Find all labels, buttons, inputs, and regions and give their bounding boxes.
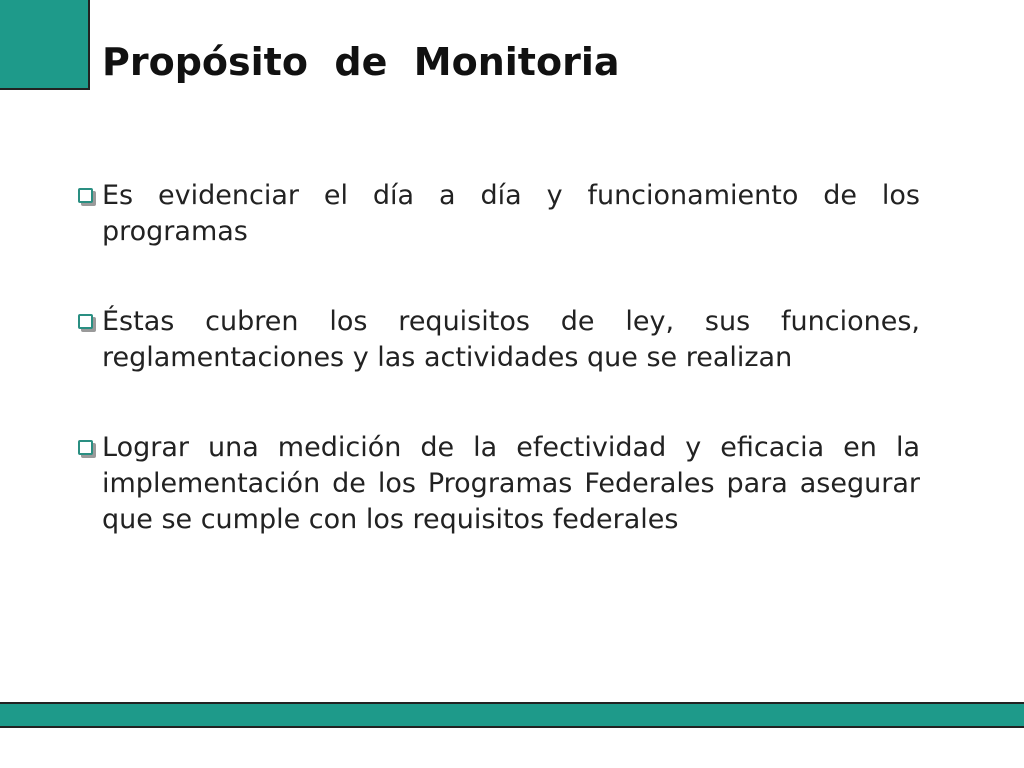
bottom-accent-band — [0, 702, 1024, 728]
checkbox-bullet-icon — [78, 314, 93, 329]
corner-accent-square — [0, 0, 90, 90]
bullet-text: Es evidenciar el día a día y funcionamiento de los programas — [102, 180, 920, 247]
bullet-text: Éstas cubren los requisitos de ley, sus funciones, reglamentaciones y las actividades que se realizan — [102, 306, 920, 373]
bullet-item — [78, 430, 920, 538]
checkbox-bullet-icon — [78, 440, 93, 455]
bullet-item — [78, 304, 920, 376]
bullet-list — [78, 178, 920, 592]
checkbox-bullet-icon — [78, 188, 93, 203]
bullet-text: Lograr una medición de la efectividad y eficacia en la implementación de los Programas Federales para asegurar que se cumple con los requisitos federales — [102, 432, 920, 535]
bullet-item — [78, 178, 920, 250]
slide-title: Propósito de Monitoria — [102, 40, 620, 84]
